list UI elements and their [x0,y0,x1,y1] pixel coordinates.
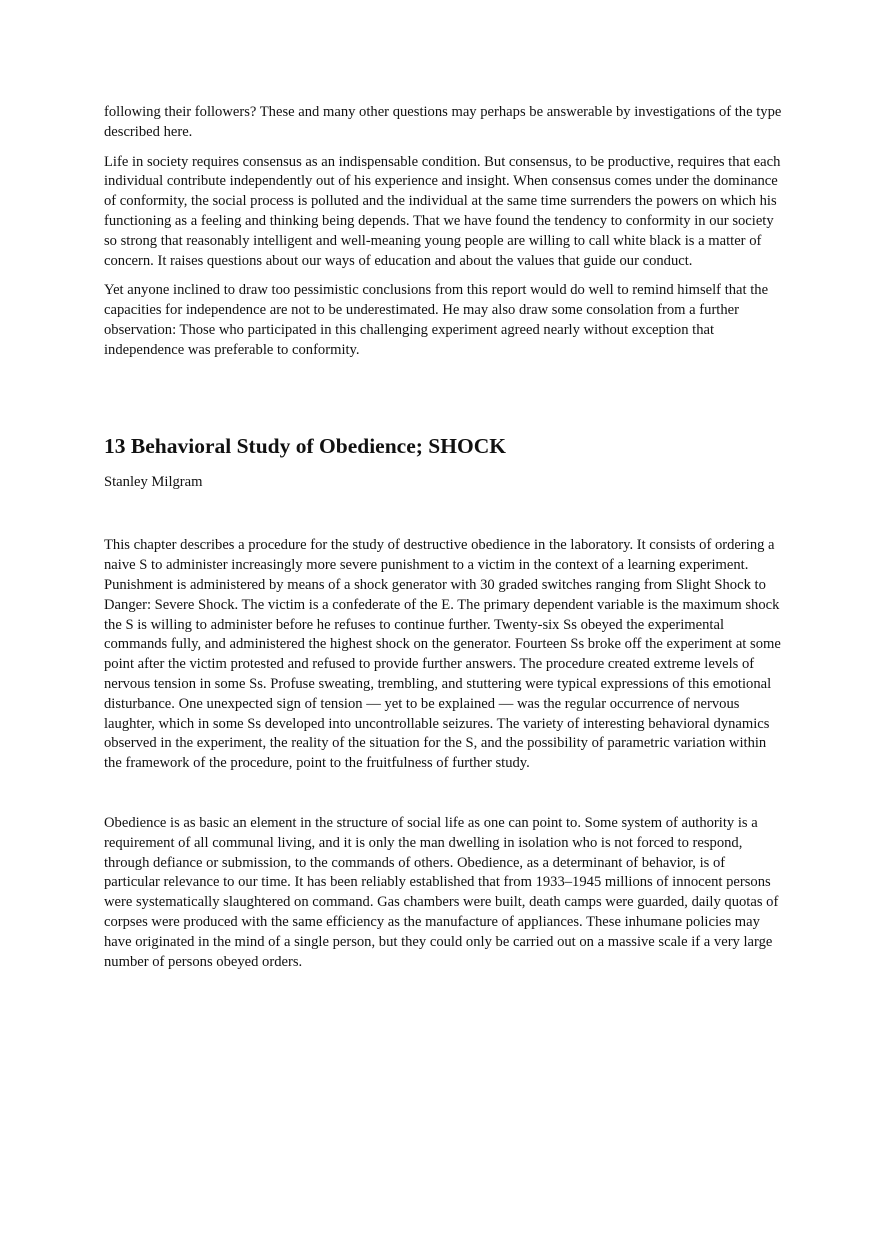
paragraph-obedience: Obedience is as basic an element in the structure of social life as one can point to. Some system of authority is a requirement of all communal living, and it is only the man dwelling in isolation who is not forced to respond, through defiance or submission, to the commands of others. Obedience, as a determinant of behavior, is of particular relevance to our time. It has been reliably established that from 1933–1945 millions of innocent persons were systematically slaughtered on command. Gas chambers were built, death camps were guarded, daily quotas of corpses were produced with the same efficiency as the manufacture of appliances. These inhumane policies may have originated in the mind of a single person, but they could only be carried out on a massive scale if a very large number of persons obeyed orders. [104,814,779,970]
chapter-abstract: This chapter describes a procedure for the study of destructive obedience in the laboratory. It consists of ordering a naive S to administer increasingly more severe punishment to a victim in the context of a learning experiment. Punishment is administered by means of a shock generator with 30 graded switches ranging from Slight Shock to Danger: Severe Shock. The victim is a confederate of the E. The primary dependent variable is the maximum shock the S is willing to administer before he refuses to continue further. Twenty-six Ss obeyed the experimental commands fully, and administered the highest shock on the generator. Fourteen Ss broke off the experiment at some point after the victim protested and refused to provide further answers. The procedure created extreme levels of nervous tension in some Ss. Profuse sweating, trembling, and stuttering were typical expressions of this emotional disturbance. One unexpected sign of tension — yet to be explained — was the regular occurrence of nervous laughter, which in some Ss developed into uncontrollable seizures. The variety of interesting behavioral dynamics observed in the experiment, the reality of the situation for the S, and the possibility of parametric variation within the framework of the procedure, point to the fruitfulness of further study. [104,537,781,772]
chapter-author: Stanley Milgram [104,473,203,490]
paragraph-continued: following their followers? These and many other questions may perhaps be answerable by investigations of the type described here. [104,104,782,140]
chapter-title: 13 Behavioral Study of Obedience; SHOCK [104,433,506,458]
paragraph-independence: Yet anyone inclined to draw too pessimistic conclusions from this report would do well to remind himself that the capacities for independence are not to be underestimated. He may also draw some consolation from a further observation: Those who participated in this challenging experiment agreed nearly without exception that independence was preferable to conformity. [104,282,769,358]
paragraph-consensus: Life in society requires consensus as an indispensable condition. But consensus, to be productive, requires that each individual contribute independently out of his experience and insight. When consensus comes under the dominance of conformity, the social process is polluted and the individual at the same time surrenders the powers on which his functioning as a feeling and thinking being depends. That we have found the tendency to conformity in our society so strong that reasonably intelligent and well-meaning young people are willing to call white black is a matter of concern. It raises questions about our ways of education and about the values that guide our conduct. [104,153,781,269]
document-page [104,103,784,972]
